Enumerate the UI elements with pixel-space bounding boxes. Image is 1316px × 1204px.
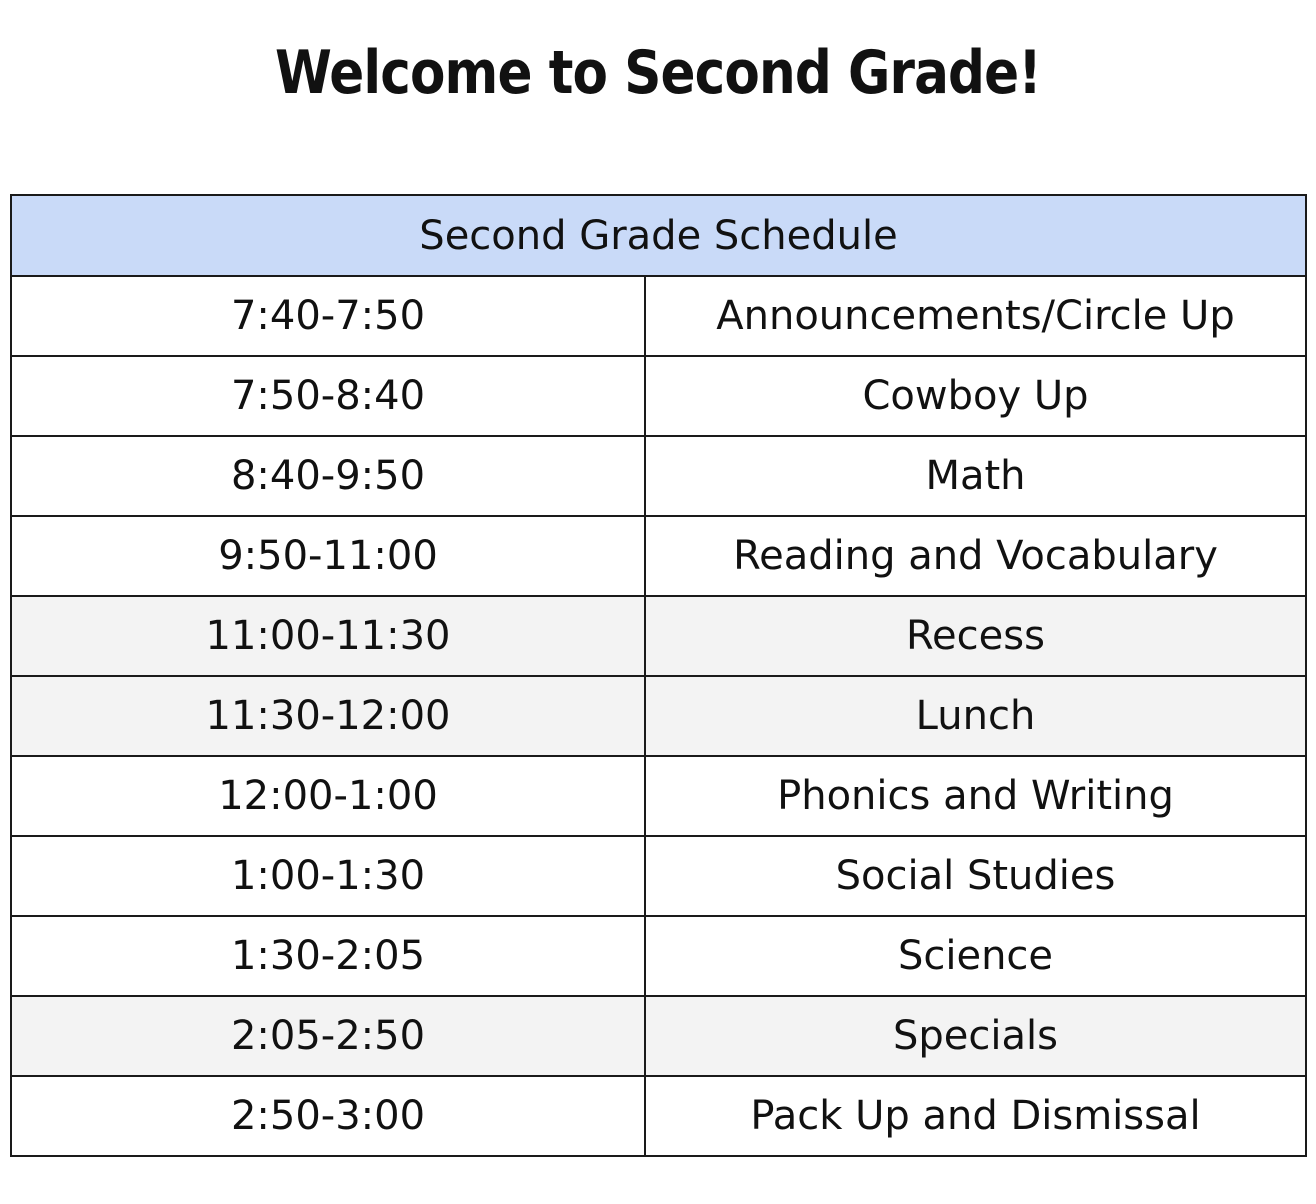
time-cell: 1:30-2:05 [11,916,645,996]
table-row [11,516,1306,596]
activity-cell: Specials [645,996,1306,1076]
time-cell: 9:50-11:00 [11,516,645,596]
activity-cell: Social Studies [645,836,1306,916]
table-row [11,676,1306,756]
table-row [11,596,1306,676]
activity-cell: Science [645,916,1306,996]
schedule-header: Second Grade Schedule [11,195,1306,276]
activity-cell: Announcements/Circle Up [645,276,1306,356]
table-row [11,756,1306,836]
time-cell: 11:00-11:30 [11,596,645,676]
activity-cell: Recess [645,596,1306,676]
page-title: Welcome to Second Grade! [275,38,1041,108]
table-row [11,1076,1306,1156]
schedule-body [11,276,1306,1156]
activity-cell: Reading and Vocabulary [645,516,1306,596]
activity-cell: Lunch [645,676,1306,756]
activity-cell: Math [645,436,1306,516]
table-row [11,836,1306,916]
time-cell: 2:05-2:50 [11,996,645,1076]
table-row [11,916,1306,996]
schedule-header-row [11,195,1306,276]
activity-cell: Pack Up and Dismissal [645,1076,1306,1156]
time-cell: 7:40-7:50 [11,276,645,356]
activity-cell: Cowboy Up [645,356,1306,436]
table-row [11,276,1306,356]
table-row [11,356,1306,436]
table-row [11,436,1306,516]
time-cell: 12:00-1:00 [11,756,645,836]
time-cell: 2:50-3:00 [11,1076,645,1156]
time-cell: 8:40-9:50 [11,436,645,516]
schedule-table [10,194,1307,1157]
time-cell: 7:50-8:40 [11,356,645,436]
activity-cell: Phonics and Writing [645,756,1306,836]
time-cell: 11:30-12:00 [11,676,645,756]
time-cell: 1:00-1:30 [11,836,645,916]
table-row [11,996,1306,1076]
